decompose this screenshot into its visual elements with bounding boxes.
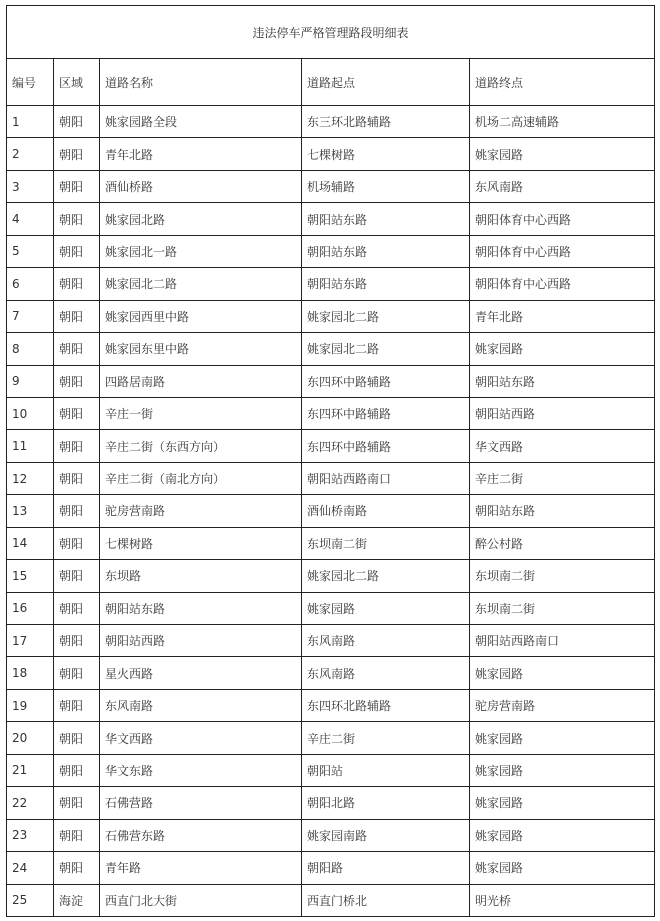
cell-district: 朝阳	[54, 592, 100, 624]
cell-road-start: 朝阳站西路南口	[302, 462, 470, 494]
cell-road-end: 朝阳体育中心西路	[470, 235, 655, 267]
table-row	[7, 787, 655, 819]
cell-number: 9	[7, 365, 54, 397]
cell-district: 朝阳	[54, 106, 100, 138]
cell-road-start: 朝阳路	[302, 852, 470, 884]
cell-road-end: 朝阳站东路	[470, 495, 655, 527]
table-row	[7, 138, 655, 170]
cell-road-start: 朝阳站	[302, 754, 470, 786]
cell-district: 朝阳	[54, 138, 100, 170]
cell-district: 朝阳	[54, 495, 100, 527]
table-container	[6, 5, 655, 917]
cell-road-end: 醉公村路	[470, 527, 655, 559]
table-row	[7, 689, 655, 721]
cell-number: 22	[7, 787, 54, 819]
cell-district: 朝阳	[54, 397, 100, 429]
cell-number: 8	[7, 333, 54, 365]
header-road-start: 道路起点	[302, 59, 470, 106]
title-row	[7, 6, 655, 59]
table-row	[7, 203, 655, 235]
cell-road-end: 华文西路	[470, 430, 655, 462]
cell-road-start: 姚家园南路	[302, 819, 470, 851]
table-row	[7, 300, 655, 332]
cell-road-start: 辛庄二街	[302, 722, 470, 754]
road-table	[6, 5, 655, 917]
cell-road-end: 明光桥	[470, 884, 655, 916]
cell-district: 朝阳	[54, 689, 100, 721]
cell-road-name: 驼房营南路	[100, 495, 302, 527]
cell-road-end: 姚家园路	[470, 333, 655, 365]
cell-road-start: 东风南路	[302, 625, 470, 657]
cell-district: 朝阳	[54, 300, 100, 332]
cell-road-end: 朝阳站西路南口	[470, 625, 655, 657]
cell-road-end: 驼房营南路	[470, 689, 655, 721]
cell-district: 海淀	[54, 884, 100, 916]
cell-district: 朝阳	[54, 852, 100, 884]
table-row	[7, 462, 655, 494]
cell-road-start: 酒仙桥南路	[302, 495, 470, 527]
cell-road-name: 七棵树路	[100, 527, 302, 559]
cell-road-name: 华文东路	[100, 754, 302, 786]
cell-road-start: 朝阳站东路	[302, 268, 470, 300]
cell-road-start: 姚家园北二路	[302, 560, 470, 592]
table-row	[7, 170, 655, 202]
cell-number: 15	[7, 560, 54, 592]
cell-road-name: 姚家园北路	[100, 203, 302, 235]
cell-road-name: 辛庄二街（东西方向）	[100, 430, 302, 462]
cell-road-start: 东四环中路辅路	[302, 430, 470, 462]
cell-road-name: 朝阳站西路	[100, 625, 302, 657]
cell-road-end: 朝阳体育中心西路	[470, 203, 655, 235]
table-row	[7, 819, 655, 851]
cell-district: 朝阳	[54, 722, 100, 754]
cell-road-end: 青年北路	[470, 300, 655, 332]
cell-road-name: 西直门北大街	[100, 884, 302, 916]
table-row	[7, 495, 655, 527]
table-row	[7, 625, 655, 657]
cell-road-name: 东坝路	[100, 560, 302, 592]
cell-district: 朝阳	[54, 268, 100, 300]
cell-road-end: 姚家园路	[470, 787, 655, 819]
cell-district: 朝阳	[54, 235, 100, 267]
cell-road-name: 华文西路	[100, 722, 302, 754]
table-row	[7, 106, 655, 138]
cell-number: 7	[7, 300, 54, 332]
cell-road-name: 朝阳站东路	[100, 592, 302, 624]
table-row	[7, 268, 655, 300]
cell-road-end: 东风南路	[470, 170, 655, 202]
cell-district: 朝阳	[54, 754, 100, 786]
cell-road-name: 四路居南路	[100, 365, 302, 397]
cell-district: 朝阳	[54, 787, 100, 819]
cell-road-name: 酒仙桥路	[100, 170, 302, 202]
table-row	[7, 884, 655, 916]
cell-number: 14	[7, 527, 54, 559]
cell-road-start: 朝阳北路	[302, 787, 470, 819]
table-row	[7, 430, 655, 462]
table-row	[7, 754, 655, 786]
cell-road-end: 朝阳站西路	[470, 397, 655, 429]
cell-district: 朝阳	[54, 625, 100, 657]
cell-district: 朝阳	[54, 430, 100, 462]
cell-road-start: 七棵树路	[302, 138, 470, 170]
table-row	[7, 852, 655, 884]
cell-road-name: 青年北路	[100, 138, 302, 170]
cell-road-end: 机场二高速辅路	[470, 106, 655, 138]
cell-road-name: 辛庄一街	[100, 397, 302, 429]
cell-number: 13	[7, 495, 54, 527]
table-row	[7, 657, 655, 689]
cell-number: 4	[7, 203, 54, 235]
cell-road-name: 星火西路	[100, 657, 302, 689]
cell-number: 20	[7, 722, 54, 754]
cell-number: 12	[7, 462, 54, 494]
cell-district: 朝阳	[54, 203, 100, 235]
cell-road-start: 东四环北路辅路	[302, 689, 470, 721]
cell-district: 朝阳	[54, 462, 100, 494]
header-district: 区域	[54, 59, 100, 106]
cell-number: 16	[7, 592, 54, 624]
cell-number: 5	[7, 235, 54, 267]
cell-road-name: 石佛营东路	[100, 819, 302, 851]
cell-road-end: 朝阳站东路	[470, 365, 655, 397]
cell-road-end: 朝阳体育中心西路	[470, 268, 655, 300]
cell-number: 17	[7, 625, 54, 657]
cell-road-start: 东四环中路辅路	[302, 397, 470, 429]
header-road-name: 道路名称	[100, 59, 302, 106]
table-row	[7, 722, 655, 754]
cell-road-start: 姚家园北二路	[302, 333, 470, 365]
cell-road-name: 东风南路	[100, 689, 302, 721]
cell-road-name: 辛庄二街（南北方向）	[100, 462, 302, 494]
cell-road-end: 姚家园路	[470, 819, 655, 851]
cell-number: 21	[7, 754, 54, 786]
cell-road-start: 朝阳站东路	[302, 203, 470, 235]
cell-road-name: 姚家园路全段	[100, 106, 302, 138]
cell-road-start: 姚家园路	[302, 592, 470, 624]
table-title: 违法停车严格管理路段明细表	[7, 6, 655, 59]
cell-district: 朝阳	[54, 560, 100, 592]
cell-number: 2	[7, 138, 54, 170]
cell-road-end: 姚家园路	[470, 657, 655, 689]
cell-district: 朝阳	[54, 657, 100, 689]
cell-road-start: 东四环中路辅路	[302, 365, 470, 397]
cell-number: 10	[7, 397, 54, 429]
cell-road-name: 青年路	[100, 852, 302, 884]
header-row	[7, 59, 655, 106]
cell-road-name: 姚家园西里中路	[100, 300, 302, 332]
cell-road-name: 姚家园北一路	[100, 235, 302, 267]
cell-number: 3	[7, 170, 54, 202]
cell-road-name: 石佛营路	[100, 787, 302, 819]
cell-district: 朝阳	[54, 365, 100, 397]
cell-road-start: 机场辅路	[302, 170, 470, 202]
cell-district: 朝阳	[54, 333, 100, 365]
cell-number: 1	[7, 106, 54, 138]
cell-number: 11	[7, 430, 54, 462]
cell-road-end: 辛庄二街	[470, 462, 655, 494]
cell-district: 朝阳	[54, 819, 100, 851]
header-road-end: 道路终点	[470, 59, 655, 106]
cell-road-start: 西直门桥北	[302, 884, 470, 916]
cell-road-start: 东风南路	[302, 657, 470, 689]
header-number: 编号	[7, 59, 54, 106]
cell-number: 24	[7, 852, 54, 884]
cell-road-end: 姚家园路	[470, 852, 655, 884]
cell-road-start: 朝阳站东路	[302, 235, 470, 267]
cell-road-name: 姚家园东里中路	[100, 333, 302, 365]
cell-road-name: 姚家园北二路	[100, 268, 302, 300]
cell-road-start: 东坝南二街	[302, 527, 470, 559]
cell-number: 25	[7, 884, 54, 916]
cell-road-start: 姚家园北二路	[302, 300, 470, 332]
cell-road-end: 东坝南二街	[470, 592, 655, 624]
cell-number: 6	[7, 268, 54, 300]
cell-district: 朝阳	[54, 527, 100, 559]
cell-district: 朝阳	[54, 170, 100, 202]
table-row	[7, 365, 655, 397]
table-row	[7, 235, 655, 267]
cell-road-end: 姚家园路	[470, 722, 655, 754]
table-row	[7, 560, 655, 592]
cell-road-end: 姚家园路	[470, 754, 655, 786]
cell-road-end: 姚家园路	[470, 138, 655, 170]
table-row	[7, 333, 655, 365]
cell-road-start: 东三环北路辅路	[302, 106, 470, 138]
cell-road-end: 东坝南二街	[470, 560, 655, 592]
cell-number: 19	[7, 689, 54, 721]
table-row	[7, 592, 655, 624]
table-row	[7, 397, 655, 429]
cell-number: 18	[7, 657, 54, 689]
cell-number: 23	[7, 819, 54, 851]
table-row	[7, 527, 655, 559]
